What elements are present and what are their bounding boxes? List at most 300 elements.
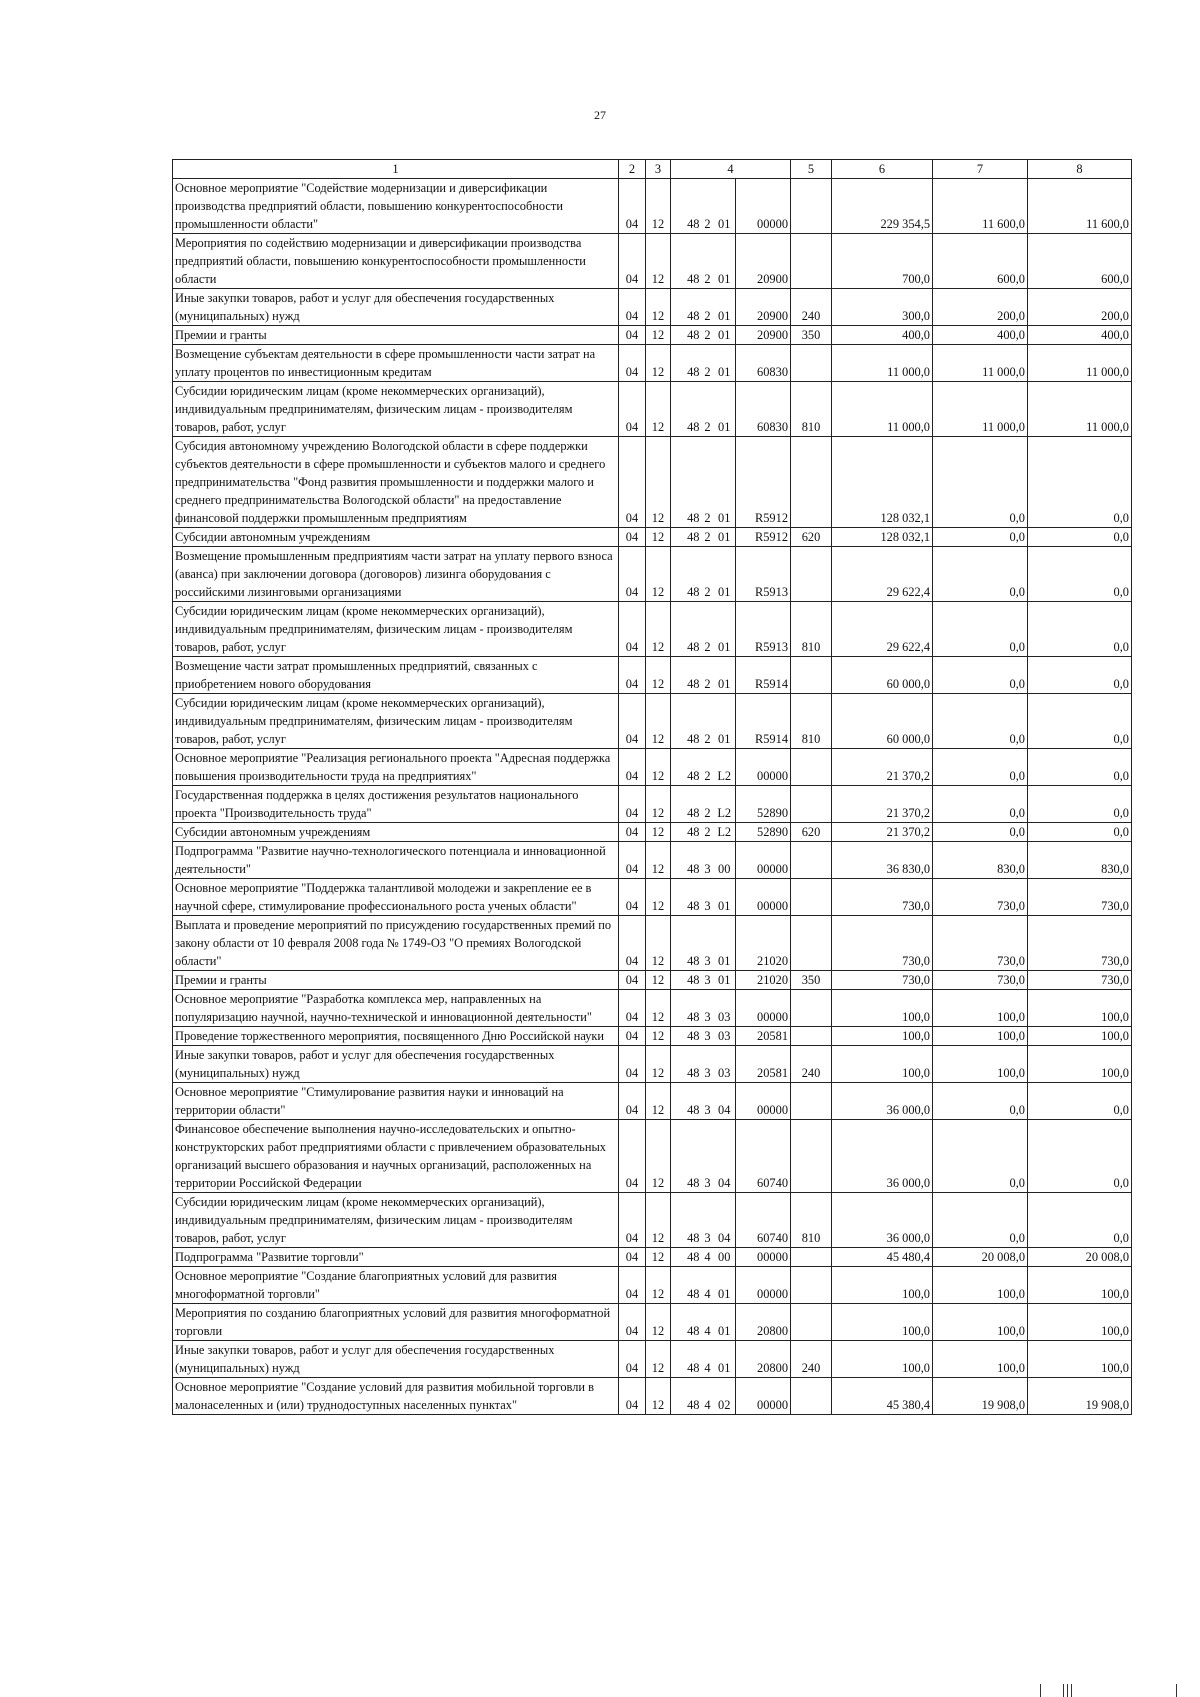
row-amount-2019: 36 000,0 [832, 1083, 933, 1120]
row-expense-type [791, 1027, 832, 1046]
row-subsection: 12 [646, 382, 671, 437]
row-expense-type [791, 990, 832, 1027]
row-section: 04 [619, 694, 646, 749]
row-code-subprogram: 2 [702, 528, 714, 547]
row-code-event: 01 [714, 1341, 736, 1378]
row-code-program: 48 [671, 345, 702, 382]
row-amount-2021: 0,0 [1028, 437, 1132, 528]
row-code-event: 00 [714, 1248, 736, 1267]
row-code-subprogram: 3 [702, 1120, 714, 1193]
column-header: 2 [619, 160, 646, 179]
table-row [173, 916, 1132, 971]
row-section: 04 [619, 289, 646, 326]
row-code-direction: 60830 [736, 382, 791, 437]
row-code-direction: 00000 [736, 1378, 791, 1415]
row-code-event: 04 [714, 1193, 736, 1248]
row-expense-type: 240 [791, 289, 832, 326]
row-amount-2019: 36 000,0 [832, 1193, 933, 1248]
table-row [173, 1248, 1132, 1267]
row-code-program: 48 [671, 289, 702, 326]
row-subsection: 12 [646, 823, 671, 842]
row-code-direction: 21020 [736, 971, 791, 990]
row-amount-2019: 36 000,0 [832, 1120, 933, 1193]
row-amount-2021: 100,0 [1028, 990, 1132, 1027]
row-amount-2021: 0,0 [1028, 1083, 1132, 1120]
row-subsection: 12 [646, 842, 671, 879]
row-code-event: 01 [714, 179, 736, 234]
row-code-direction: R5914 [736, 694, 791, 749]
row-name: Основное мероприятие "Разработка комплекса мер, направленных на популяризацию научной, научно-технической и инновационной деятельности" [173, 990, 619, 1027]
row-code-subprogram: 3 [702, 1046, 714, 1083]
row-amount-2021: 0,0 [1028, 1193, 1132, 1248]
row-expense-type: 350 [791, 326, 832, 345]
row-amount-2020: 0,0 [933, 602, 1028, 657]
row-amount-2020: 0,0 [933, 528, 1028, 547]
row-amount-2019: 100,0 [832, 1341, 933, 1378]
row-amount-2019: 21 370,2 [832, 786, 933, 823]
row-section: 04 [619, 749, 646, 786]
row-name: Возмещение промышленным предприятиям части затрат на уплату первого взноса (аванса) при заключении договора (договоров) лизинга оборудования с российскими лизинговыми организациями [173, 547, 619, 602]
row-code-program: 48 [671, 179, 702, 234]
row-code-event: 01 [714, 1267, 736, 1304]
row-code-subprogram: 3 [702, 1193, 714, 1248]
row-code-event: 01 [714, 382, 736, 437]
row-section: 04 [619, 547, 646, 602]
row-amount-2019: 300,0 [832, 289, 933, 326]
row-expense-type [791, 749, 832, 786]
row-amount-2021: 100,0 [1028, 1304, 1132, 1341]
row-code-event: 00 [714, 842, 736, 879]
row-code-program: 48 [671, 916, 702, 971]
row-code-direction: 00000 [736, 1267, 791, 1304]
row-code-program: 48 [671, 971, 702, 990]
row-code-subprogram: 2 [702, 602, 714, 657]
row-amount-2020: 0,0 [933, 786, 1028, 823]
table-row [173, 528, 1132, 547]
row-amount-2020: 830,0 [933, 842, 1028, 879]
row-amount-2019: 21 370,2 [832, 749, 933, 786]
row-name: Субсидии автономным учреждениям [173, 528, 619, 547]
row-section: 04 [619, 1193, 646, 1248]
row-subsection: 12 [646, 1304, 671, 1341]
column-header: 3 [646, 160, 671, 179]
row-expense-type [791, 437, 832, 528]
row-section: 04 [619, 971, 646, 990]
table-row [173, 179, 1132, 234]
row-subsection: 12 [646, 1267, 671, 1304]
row-code-direction: R5912 [736, 437, 791, 528]
row-subsection: 12 [646, 602, 671, 657]
scan-marks [1040, 1684, 1190, 1697]
row-code-program: 48 [671, 657, 702, 694]
table-row [173, 547, 1132, 602]
row-section: 04 [619, 234, 646, 289]
row-code-event: 01 [714, 694, 736, 749]
row-amount-2020: 0,0 [933, 749, 1028, 786]
row-amount-2021: 11 000,0 [1028, 382, 1132, 437]
row-section: 04 [619, 382, 646, 437]
row-code-subprogram: 2 [702, 179, 714, 234]
row-expense-type [791, 1120, 832, 1193]
row-section: 04 [619, 345, 646, 382]
row-code-subprogram: 2 [702, 326, 714, 345]
row-amount-2020: 11 000,0 [933, 382, 1028, 437]
row-amount-2019: 730,0 [832, 971, 933, 990]
table-row [173, 990, 1132, 1027]
row-amount-2021: 100,0 [1028, 1046, 1132, 1083]
row-name: Основное мероприятие "Содействие модернизации и диверсификации производства предприятий области, повышению конкурентоспособности промышленности области" [173, 179, 619, 234]
row-amount-2020: 200,0 [933, 289, 1028, 326]
row-name: Выплата и проведение мероприятий по присуждению государственных премий по закону области от 10 февраля 2008 года № 1749-ОЗ "О премиях Вологодской области" [173, 916, 619, 971]
row-amount-2021: 19 908,0 [1028, 1378, 1132, 1415]
row-code-event: 01 [714, 528, 736, 547]
row-name: Субсидии юридическим лицам (кроме некоммерческих организаций), индивидуальным предпринимателям, физическим лицам - производителям товаров, работ, услуг [173, 694, 619, 749]
row-subsection: 12 [646, 437, 671, 528]
row-amount-2020: 100,0 [933, 1304, 1028, 1341]
row-amount-2019: 229 354,5 [832, 179, 933, 234]
row-code-direction: 00000 [736, 990, 791, 1027]
row-subsection: 12 [646, 786, 671, 823]
row-amount-2021: 0,0 [1028, 602, 1132, 657]
row-section: 04 [619, 1046, 646, 1083]
row-amount-2019: 11 000,0 [832, 345, 933, 382]
row-code-event: L2 [714, 786, 736, 823]
table-row [173, 1120, 1132, 1193]
row-code-program: 48 [671, 1248, 702, 1267]
row-amount-2021: 20 008,0 [1028, 1248, 1132, 1267]
row-code-program: 48 [671, 1267, 702, 1304]
table-row [173, 971, 1132, 990]
row-amount-2021: 100,0 [1028, 1267, 1132, 1304]
row-subsection: 12 [646, 1248, 671, 1267]
column-header: 5 [791, 160, 832, 179]
row-amount-2020: 0,0 [933, 1083, 1028, 1120]
row-section: 04 [619, 842, 646, 879]
row-amount-2020: 100,0 [933, 1267, 1028, 1304]
row-name: Премии и гранты [173, 326, 619, 345]
row-amount-2021: 0,0 [1028, 749, 1132, 786]
column-header: 7 [933, 160, 1028, 179]
row-amount-2019: 21 370,2 [832, 823, 933, 842]
row-code-subprogram: 2 [702, 382, 714, 437]
row-amount-2021: 400,0 [1028, 326, 1132, 345]
row-code-direction: 52890 [736, 786, 791, 823]
row-section: 04 [619, 916, 646, 971]
row-code-subprogram: 2 [702, 289, 714, 326]
row-expense-type [791, 345, 832, 382]
row-code-program: 48 [671, 990, 702, 1027]
row-section: 04 [619, 1341, 646, 1378]
table-row [173, 289, 1132, 326]
row-amount-2021: 11 000,0 [1028, 345, 1132, 382]
row-code-event: 01 [714, 345, 736, 382]
row-code-direction: 52890 [736, 823, 791, 842]
budget-table [172, 159, 1132, 1415]
row-code-program: 48 [671, 326, 702, 345]
row-amount-2020: 11 000,0 [933, 345, 1028, 382]
row-section: 04 [619, 1027, 646, 1046]
row-code-direction: 60830 [736, 345, 791, 382]
row-code-direction: 00000 [736, 179, 791, 234]
row-amount-2020: 11 600,0 [933, 179, 1028, 234]
row-code-program: 48 [671, 823, 702, 842]
row-amount-2019: 60 000,0 [832, 694, 933, 749]
row-amount-2021: 0,0 [1028, 528, 1132, 547]
row-code-subprogram: 3 [702, 1027, 714, 1046]
row-code-program: 48 [671, 1341, 702, 1378]
row-code-subprogram: 4 [702, 1304, 714, 1341]
row-amount-2020: 730,0 [933, 879, 1028, 916]
row-subsection: 12 [646, 1046, 671, 1083]
row-name: Премии и гранты [173, 971, 619, 990]
row-name: Государственная поддержка в целях достижения результатов национального проекта "Производительность труда" [173, 786, 619, 823]
row-code-subprogram: 3 [702, 1083, 714, 1120]
row-code-program: 48 [671, 547, 702, 602]
row-name: Финансовое обеспечение выполнения научно-исследовательских и опытно-конструкторских работ предприятиями области с привлечением образовательных организаций высшего образования и научных организаций, расположенных на территории Российской Федерации [173, 1120, 619, 1193]
row-code-subprogram: 2 [702, 749, 714, 786]
row-subsection: 12 [646, 179, 671, 234]
row-code-direction: 20800 [736, 1341, 791, 1378]
row-code-event: 01 [714, 971, 736, 990]
row-code-event: 03 [714, 990, 736, 1027]
row-subsection: 12 [646, 916, 671, 971]
row-code-event: 04 [714, 1120, 736, 1193]
table-row [173, 437, 1132, 528]
column-header: 6 [832, 160, 933, 179]
row-section: 04 [619, 1248, 646, 1267]
row-code-direction: 00000 [736, 879, 791, 916]
table-row [173, 1341, 1132, 1378]
row-code-event: 01 [714, 602, 736, 657]
row-subsection: 12 [646, 694, 671, 749]
row-section: 04 [619, 1378, 646, 1415]
row-amount-2019: 100,0 [832, 990, 933, 1027]
row-code-subprogram: 2 [702, 823, 714, 842]
row-code-direction: R5914 [736, 657, 791, 694]
row-section: 04 [619, 1267, 646, 1304]
table-row [173, 1304, 1132, 1341]
row-amount-2021: 100,0 [1028, 1341, 1132, 1378]
row-expense-type [791, 842, 832, 879]
table-row [173, 1083, 1132, 1120]
row-amount-2020: 100,0 [933, 1341, 1028, 1378]
row-expense-type [791, 1083, 832, 1120]
row-amount-2020: 0,0 [933, 1193, 1028, 1248]
row-amount-2019: 400,0 [832, 326, 933, 345]
row-name: Основное мероприятие "Поддержка талантливой молодежи и закрепление ее в научной сфере, стимулирование профессионального роста ученых области" [173, 879, 619, 916]
row-amount-2019: 29 622,4 [832, 602, 933, 657]
table-row [173, 326, 1132, 345]
row-code-direction: 20581 [736, 1027, 791, 1046]
row-name: Субсидии автономным учреждениям [173, 823, 619, 842]
row-amount-2020: 100,0 [933, 1027, 1028, 1046]
row-expense-type: 350 [791, 971, 832, 990]
row-code-program: 48 [671, 749, 702, 786]
table-row [173, 786, 1132, 823]
row-code-subprogram: 4 [702, 1341, 714, 1378]
row-code-subprogram: 2 [702, 345, 714, 382]
table-row [173, 823, 1132, 842]
row-code-direction: 00000 [736, 1248, 791, 1267]
row-amount-2020: 0,0 [933, 823, 1028, 842]
row-subsection: 12 [646, 971, 671, 990]
row-name: Субсидии юридическим лицам (кроме некоммерческих организаций), индивидуальным предпринимателям, физическим лицам - производителям товаров, работ, услуг [173, 382, 619, 437]
row-code-subprogram: 4 [702, 1378, 714, 1415]
row-code-event: 01 [714, 1304, 736, 1341]
row-amount-2021: 730,0 [1028, 971, 1132, 990]
table-body [173, 179, 1132, 1415]
row-section: 04 [619, 990, 646, 1027]
row-name: Возмещение субъектам деятельности в сфере промышленности части затрат на уплату процентов по инвестиционным кредитам [173, 345, 619, 382]
row-name: Субсидии юридическим лицам (кроме некоммерческих организаций), индивидуальным предпринимателям, физическим лицам - производителям товаров, работ, услуг [173, 602, 619, 657]
row-subsection: 12 [646, 1083, 671, 1120]
table-row [173, 1027, 1132, 1046]
table-row [173, 382, 1132, 437]
row-code-direction: 60740 [736, 1193, 791, 1248]
row-amount-2019: 45 480,4 [832, 1248, 933, 1267]
row-expense-type: 810 [791, 382, 832, 437]
row-amount-2021: 830,0 [1028, 842, 1132, 879]
row-name: Подпрограмма "Развитие научно-технологического потенциала и инновационной деятельности" [173, 842, 619, 879]
row-section: 04 [619, 823, 646, 842]
row-expense-type: 810 [791, 694, 832, 749]
row-amount-2021: 730,0 [1028, 916, 1132, 971]
row-amount-2021: 0,0 [1028, 786, 1132, 823]
row-code-event: L2 [714, 749, 736, 786]
row-code-event: 02 [714, 1378, 736, 1415]
row-code-event: 03 [714, 1027, 736, 1046]
table-row [173, 694, 1132, 749]
row-name: Возмещение части затрат промышленных предприятий, связанных с приобретением нового оборудования [173, 657, 619, 694]
row-code-event: 01 [714, 657, 736, 694]
row-section: 04 [619, 1083, 646, 1120]
row-name: Основное мероприятие "Создание условий для развития мобильной торговли в малонаселенных и (или) труднодоступных населенных пунктах" [173, 1378, 619, 1415]
row-amount-2019: 60 000,0 [832, 657, 933, 694]
row-amount-2020: 730,0 [933, 916, 1028, 971]
table-row [173, 345, 1132, 382]
row-section: 04 [619, 1120, 646, 1193]
row-subsection: 12 [646, 234, 671, 289]
row-amount-2020: 400,0 [933, 326, 1028, 345]
row-section: 04 [619, 437, 646, 528]
row-code-direction: 20800 [736, 1304, 791, 1341]
row-code-subprogram: 3 [702, 842, 714, 879]
row-code-subprogram: 2 [702, 786, 714, 823]
row-code-subprogram: 2 [702, 694, 714, 749]
row-amount-2020: 600,0 [933, 234, 1028, 289]
row-name: Основное мероприятие "Создание благоприятных условий для развития многоформатной торговли" [173, 1267, 619, 1304]
row-amount-2021: 0,0 [1028, 547, 1132, 602]
row-amount-2019: 100,0 [832, 1046, 933, 1083]
row-code-subprogram: 2 [702, 437, 714, 528]
table-row [173, 1267, 1132, 1304]
row-code-subprogram: 4 [702, 1267, 714, 1304]
row-expense-type: 620 [791, 528, 832, 547]
row-code-event: 01 [714, 289, 736, 326]
row-subsection: 12 [646, 1378, 671, 1415]
table-row [173, 602, 1132, 657]
row-code-program: 48 [671, 528, 702, 547]
row-expense-type [791, 786, 832, 823]
row-code-program: 48 [671, 602, 702, 657]
row-code-program: 48 [671, 1083, 702, 1120]
row-expense-type [791, 916, 832, 971]
row-expense-type: 620 [791, 823, 832, 842]
table-row [173, 1193, 1132, 1248]
column-header: 1 [173, 160, 619, 179]
row-amount-2019: 730,0 [832, 916, 933, 971]
row-code-direction: 00000 [736, 842, 791, 879]
row-expense-type: 240 [791, 1046, 832, 1083]
row-amount-2019: 100,0 [832, 1027, 933, 1046]
table-row [173, 842, 1132, 879]
row-subsection: 12 [646, 1193, 671, 1248]
row-code-direction: 00000 [736, 749, 791, 786]
row-code-event: 01 [714, 437, 736, 528]
row-code-direction: 00000 [736, 1083, 791, 1120]
row-expense-type: 810 [791, 602, 832, 657]
table-row [173, 1378, 1132, 1415]
row-code-direction: R5912 [736, 528, 791, 547]
row-amount-2020: 0,0 [933, 657, 1028, 694]
row-amount-2019: 128 032,1 [832, 437, 933, 528]
row-amount-2019: 100,0 [832, 1304, 933, 1341]
row-section: 04 [619, 1304, 646, 1341]
row-section: 04 [619, 786, 646, 823]
table-row [173, 657, 1132, 694]
row-code-program: 48 [671, 382, 702, 437]
row-section: 04 [619, 657, 646, 694]
row-code-program: 48 [671, 842, 702, 879]
row-subsection: 12 [646, 1027, 671, 1046]
row-code-direction: 20900 [736, 326, 791, 345]
row-amount-2020: 730,0 [933, 971, 1028, 990]
row-code-event: L2 [714, 823, 736, 842]
row-name: Подпрограмма "Развитие торговли" [173, 1248, 619, 1267]
row-expense-type: 240 [791, 1341, 832, 1378]
row-code-program: 48 [671, 234, 702, 289]
row-code-program: 48 [671, 1046, 702, 1083]
table-row [173, 234, 1132, 289]
row-code-event: 04 [714, 1083, 736, 1120]
row-amount-2020: 0,0 [933, 1120, 1028, 1193]
row-amount-2020: 100,0 [933, 1046, 1028, 1083]
row-code-event: 01 [714, 547, 736, 602]
row-code-direction: 21020 [736, 916, 791, 971]
table-row [173, 1046, 1132, 1083]
row-amount-2020: 100,0 [933, 990, 1028, 1027]
table-row [173, 749, 1132, 786]
row-section: 04 [619, 179, 646, 234]
row-amount-2019: 730,0 [832, 879, 933, 916]
row-name: Проведение торжественного мероприятия, посвященного Дню Российской науки [173, 1027, 619, 1046]
row-code-direction: R5913 [736, 602, 791, 657]
table-row [173, 879, 1132, 916]
row-amount-2019: 11 000,0 [832, 382, 933, 437]
row-code-program: 48 [671, 1027, 702, 1046]
row-expense-type [791, 1304, 832, 1341]
row-name: Субсидия автономному учреждению Вологодской области в сфере поддержки субъектов деятельности в сфере промышленности и субъектов малого и среднего предпринимательства "Фонд развития промышленности и поддержки малого и среднего предпринимательства Вологодской области" на предоставление финансовой поддержки промышленным предприятиям [173, 437, 619, 528]
row-code-direction: 20581 [736, 1046, 791, 1083]
row-amount-2021: 0,0 [1028, 823, 1132, 842]
row-code-subprogram: 2 [702, 547, 714, 602]
row-expense-type [791, 547, 832, 602]
row-subsection: 12 [646, 547, 671, 602]
row-subsection: 12 [646, 990, 671, 1027]
row-subsection: 12 [646, 879, 671, 916]
row-amount-2019: 45 380,4 [832, 1378, 933, 1415]
row-expense-type [791, 1267, 832, 1304]
